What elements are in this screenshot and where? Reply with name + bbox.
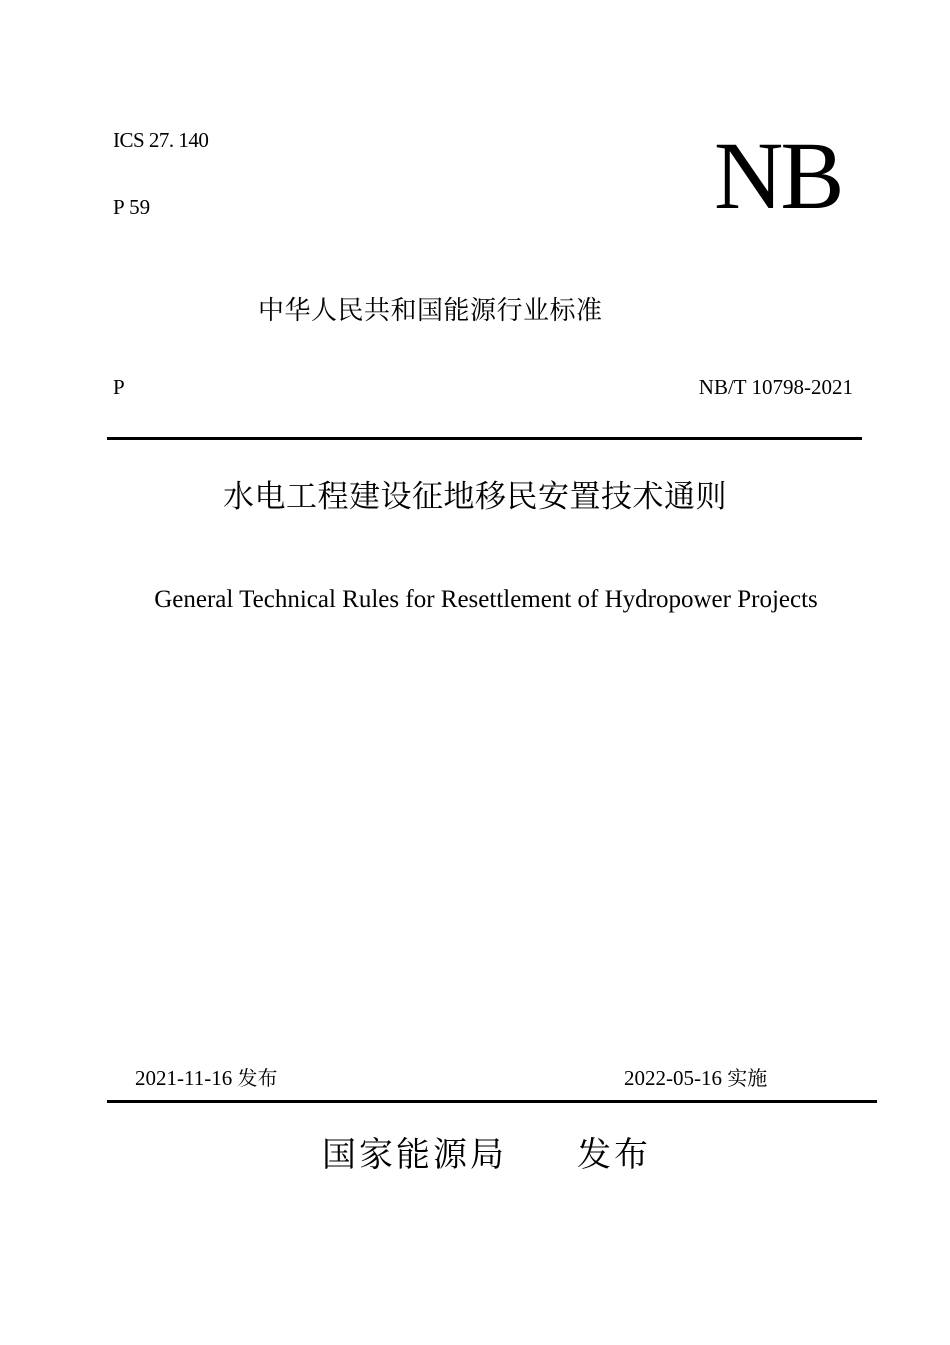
standard-number: NB/T 10798-2021 xyxy=(698,375,853,399)
implement-date: 2022-05-16 xyxy=(624,1066,722,1090)
standard-type: 中华人民共和国能源行业标准 xyxy=(258,296,603,326)
ics-code: ICS 27. 140 xyxy=(113,128,209,152)
ccs-code: P 59 xyxy=(113,195,151,219)
title-english: General Technical Rules for Resettlement of Hydropower Projects xyxy=(154,586,818,613)
title-chinese: 水电工程建设征地移民安置技术通则 xyxy=(223,479,727,515)
filing-code: P xyxy=(113,375,125,399)
bottom-divider xyxy=(107,1100,877,1103)
publish-label: 发布 xyxy=(577,1135,651,1175)
implement-date-line xyxy=(624,1068,767,1089)
standard-logo: NB xyxy=(714,122,842,229)
issue-date: 2021-11-16 xyxy=(135,1066,233,1090)
publisher-name: 国家能源局 xyxy=(322,1135,507,1175)
implement-label: 实施 xyxy=(727,1066,768,1090)
issue-label: 发布 xyxy=(237,1066,278,1090)
top-divider xyxy=(107,437,862,440)
issue-date-line xyxy=(135,1068,277,1089)
